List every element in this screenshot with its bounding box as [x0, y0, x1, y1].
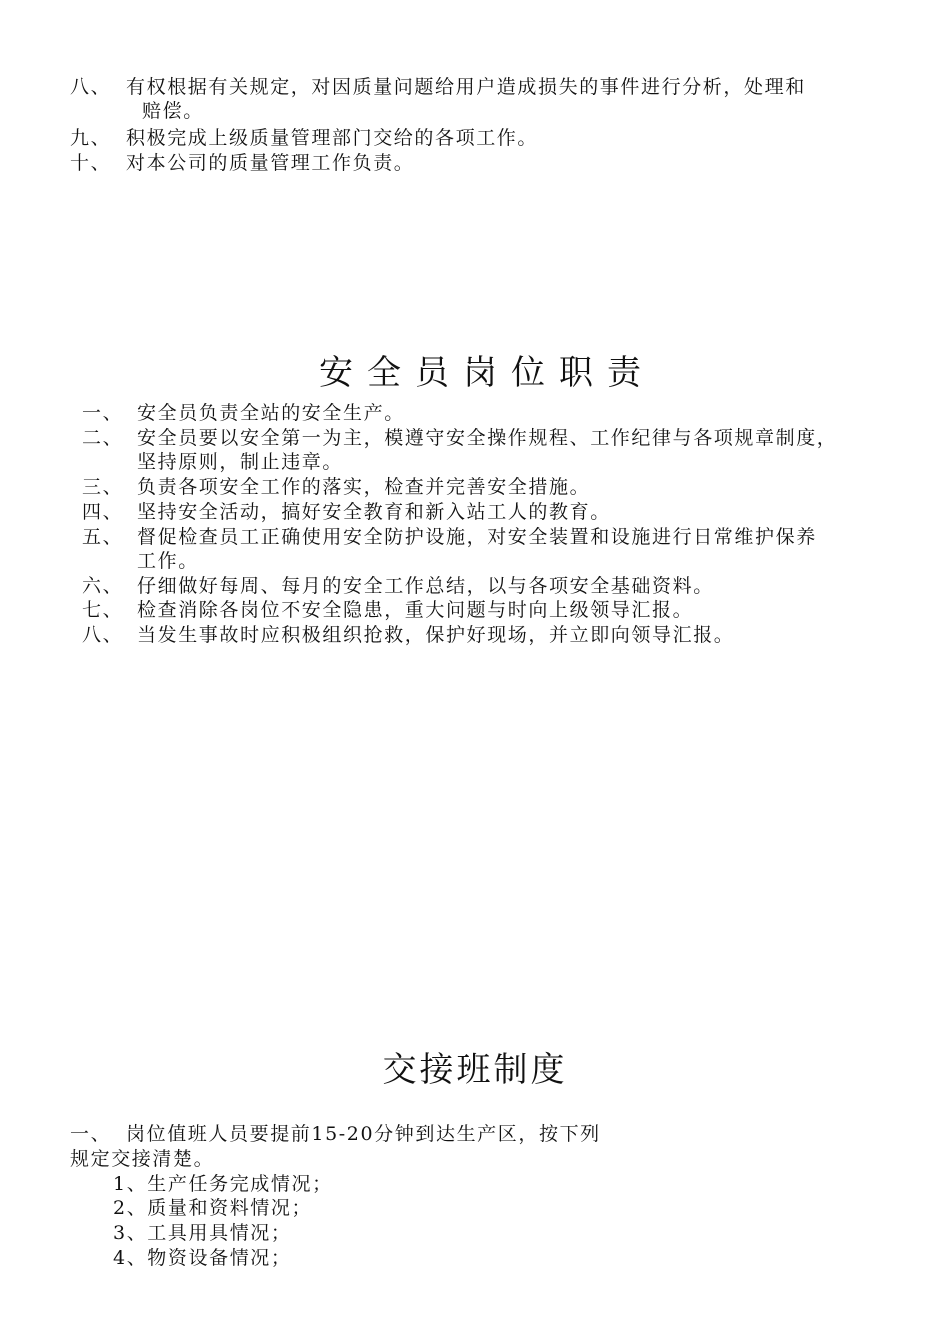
item-number: 九、	[70, 127, 112, 149]
item-number: 一、	[82, 402, 124, 424]
item-text: 有权根据有关规定，对因质量问题给用户造成损失的事件进行分析，处理和	[126, 76, 806, 98]
item-text: 对本公司的质量管理工作负责。	[126, 152, 415, 174]
item-text-cont: 坚持原则，制止违章。	[137, 451, 344, 473]
item-text: 负责各项安全工作的落实，检查并完善安全措施。	[137, 476, 591, 498]
item-text: 检查消除各岗位不安全隐患，重大问题与时向上级领导汇报。	[137, 599, 694, 621]
item-text-cont: 赔偿。	[142, 100, 204, 122]
item-text-cont: 工作。	[137, 550, 199, 572]
item-number: 三、	[82, 476, 124, 498]
section-title: 交接班制度	[382, 1050, 568, 1090]
sub-item-text: 3、工具用具情况；	[113, 1222, 292, 1244]
item-number: 六、	[82, 575, 124, 597]
item-text: 岗位值班人员要提前15-20分钟到达生产区，按下列	[126, 1123, 601, 1145]
item-number: 八、	[70, 76, 112, 98]
sub-item-text: 4、物资设备情况；	[113, 1247, 292, 1269]
item-number: 一、	[70, 1123, 112, 1145]
item-text: 坚持安全活动，搞好安全教育和新入站工人的教育。	[137, 501, 611, 523]
item-text: 安全员负责全站的安全生产。	[137, 402, 405, 424]
item-number: 四、	[82, 501, 124, 523]
item-number: 八、	[82, 624, 124, 646]
item-number: 五、	[82, 526, 124, 548]
section-title: 安全员岗位职责	[319, 353, 655, 393]
sub-item-text: 1、生产任务完成情况；	[113, 1173, 333, 1195]
item-text-cont: 规定交接清楚。	[70, 1148, 215, 1170]
item-text: 仔细做好每周、每月的安全工作总结，以与各项安全基础资料。	[137, 575, 714, 597]
item-number: 十、	[70, 152, 112, 174]
item-text: 督促检查员工正确使用安全防护设施，对安全装置和设施进行日常维护保养	[137, 526, 817, 548]
item-text: 当发生事故时应积极组织抢救，保护好现场，并立即向领导汇报。	[137, 624, 735, 646]
item-number: 七、	[82, 599, 124, 621]
sub-item-text: 2、质量和资料情况；	[113, 1197, 313, 1219]
item-number: 二、	[82, 427, 124, 449]
item-text: 安全员要以安全第一为主，模遵守安全操作规程、工作纪律与各项规章制度，	[137, 427, 838, 449]
item-text: 积极完成上级质量管理部门交给的各项工作。	[126, 127, 539, 149]
